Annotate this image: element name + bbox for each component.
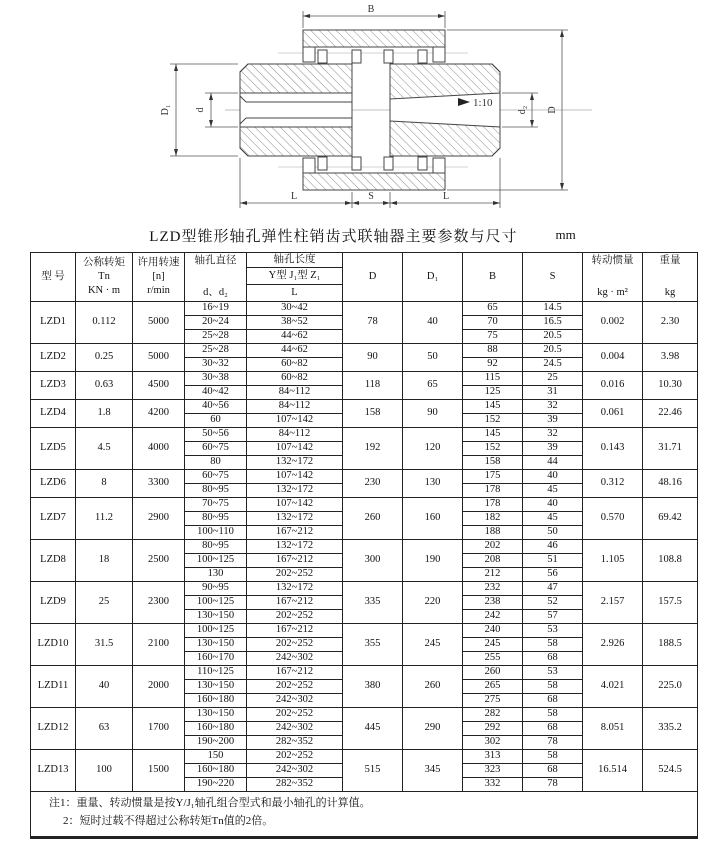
cell-dim-D1: 50 <box>403 344 463 372</box>
cell-hole-length: 107~142 <box>247 470 343 484</box>
cell-dim-S: 32 <box>523 400 583 414</box>
cell-hole-length: 167~212 <box>247 624 343 638</box>
cell-dim-B: 175 <box>463 470 523 484</box>
cell-dim-S: 57 <box>523 610 583 624</box>
cell-dim-S: 53 <box>523 624 583 638</box>
cell-dim-B: 182 <box>463 512 523 526</box>
cell-weight: 2.30 <box>643 302 698 344</box>
cell-model: LZD4 <box>31 400 76 428</box>
cell-dim-B: 302 <box>463 736 523 750</box>
cell-dim-D: 158 <box>343 400 403 428</box>
dim-D-label: D <box>547 106 558 114</box>
cell-model: LZD9 <box>31 582 76 624</box>
cell-hole-length: 30~42 <box>247 302 343 316</box>
cell-inertia: 0.004 <box>583 344 643 372</box>
cell-dim-S: 45 <box>523 512 583 526</box>
cell-speed: 5000 <box>133 344 185 372</box>
cell-weight: 22.46 <box>643 400 698 428</box>
cell-dim-B: 145 <box>463 428 523 442</box>
cell-dim-B: 88 <box>463 344 523 358</box>
cell-speed: 3300 <box>133 470 185 498</box>
cell-model: LZD7 <box>31 498 76 540</box>
cell-dim-B: 265 <box>463 680 523 694</box>
cell-hole-length: 132~172 <box>247 540 343 554</box>
cell-dim-B: 323 <box>463 764 523 778</box>
cell-torque: 0.25 <box>76 344 133 372</box>
header-torque-line1: 公称转矩 <box>83 256 125 268</box>
cell-hole-length: 202~252 <box>247 568 343 582</box>
cell-bore-range: 50~56 <box>185 428 247 442</box>
cell-bore-range: 130~150 <box>185 638 247 652</box>
cell-hole-length: 242~302 <box>247 652 343 666</box>
cell-bore-range: 25~28 <box>185 330 247 344</box>
cell-model: LZD3 <box>31 372 76 400</box>
cell-dim-D1: 345 <box>403 750 463 792</box>
cell-hole-length: 38~52 <box>247 316 343 330</box>
cell-hole-length: 132~172 <box>247 582 343 596</box>
cell-dim-D: 355 <box>343 624 403 666</box>
cell-bore-range: 190~200 <box>185 736 247 750</box>
cell-speed: 1500 <box>133 750 185 792</box>
cell-dim-B: 92 <box>463 358 523 372</box>
cell-dim-D1: 65 <box>403 372 463 400</box>
cell-dim-S: 46 <box>523 540 583 554</box>
cell-hole-length: 84~112 <box>247 400 343 414</box>
dim-d2-label: d₂ <box>517 105 528 115</box>
cell-dim-S: 53 <box>523 666 583 680</box>
cell-hole-length: 282~352 <box>247 736 343 750</box>
header-inertia-line2: kg · m² <box>597 286 628 298</box>
cell-dim-S: 45 <box>523 484 583 498</box>
header-bore-length: 轴孔长度 <box>247 253 343 268</box>
cell-dim-D1: 160 <box>403 498 463 540</box>
table-row <box>31 428 698 442</box>
cell-inertia: 0.002 <box>583 302 643 344</box>
cell-dim-B: 208 <box>463 554 523 568</box>
table-header <box>31 253 698 302</box>
cell-speed: 4200 <box>133 400 185 428</box>
cell-hole-length: 167~212 <box>247 526 343 540</box>
unit-label: mm <box>555 227 576 242</box>
cell-bore-range: 30~38 <box>185 372 247 386</box>
cell-bore-range: 160~180 <box>185 722 247 736</box>
cell-dim-S: 51 <box>523 554 583 568</box>
cell-dim-B: 212 <box>463 568 523 582</box>
cell-weight: 10.30 <box>643 372 698 400</box>
table-row <box>31 400 698 414</box>
cell-bore-range: 130~150 <box>185 708 247 722</box>
cell-torque: 0.63 <box>76 372 133 400</box>
cell-inertia: 0.143 <box>583 428 643 470</box>
table-row <box>31 666 698 680</box>
cell-hole-length: 242~302 <box>247 722 343 736</box>
cell-dim-D: 118 <box>343 372 403 400</box>
cell-bore-range: 100~125 <box>185 596 247 610</box>
title-row <box>0 218 725 252</box>
cell-torque: 8 <box>76 470 133 498</box>
cell-dim-S: 58 <box>523 708 583 722</box>
cell-bore-range: 40~42 <box>185 386 247 400</box>
cell-dim-B: 115 <box>463 372 523 386</box>
header-inertia-line1: 转动惯量 <box>591 255 634 266</box>
cell-torque: 40 <box>76 666 133 708</box>
cell-torque: 1.8 <box>76 400 133 428</box>
cell-dim-B: 282 <box>463 708 523 722</box>
cell-speed: 2900 <box>133 498 185 540</box>
cell-dim-B: 202 <box>463 540 523 554</box>
cell-inertia: 0.016 <box>583 372 643 400</box>
note-2: 2：短时过载不得超过公称转矩Tn值的2倍。 <box>63 814 274 827</box>
cell-dim-B: 145 <box>463 400 523 414</box>
cell-dim-D1: 40 <box>403 302 463 344</box>
cell-bore-range: 160~180 <box>185 764 247 778</box>
header-weight <box>643 253 698 302</box>
cell-hole-length: 202~252 <box>247 680 343 694</box>
sleeve-top <box>303 30 445 63</box>
cell-dim-D: 230 <box>343 470 403 498</box>
cell-dim-B: 245 <box>463 638 523 652</box>
dim-B-label: B <box>367 4 375 15</box>
cell-hole-length: 84~112 <box>247 386 343 400</box>
cell-bore-range: 160~180 <box>185 694 247 708</box>
cell-dim-S: 20.5 <box>523 344 583 358</box>
cell-torque: 0.112 <box>76 302 133 344</box>
taper-label: 1:10 <box>473 97 493 109</box>
coupling-section-drawing <box>0 0 725 218</box>
cell-model: LZD5 <box>31 428 76 470</box>
cell-torque: 4.5 <box>76 428 133 470</box>
cell-bore-range: 190~220 <box>185 778 247 792</box>
cell-dim-S: 58 <box>523 638 583 652</box>
header-torque-line2: Tn <box>98 270 110 282</box>
cell-weight: 157.5 <box>643 582 698 624</box>
cell-dim-S: 20.5 <box>523 330 583 344</box>
page-title: LZD型锥形轴孔弹性柱销齿式联轴器主要参数与尺寸 <box>149 228 518 245</box>
header-speed-line3: r/min <box>147 285 170 297</box>
dim-d-label: d <box>195 107 206 113</box>
cell-dim-D: 300 <box>343 540 403 582</box>
cell-bore-range: 20~24 <box>185 316 247 330</box>
cell-dim-B: 152 <box>463 414 523 428</box>
cell-dim-S: 39 <box>523 414 583 428</box>
table-row <box>31 498 698 512</box>
cell-dim-B: 313 <box>463 750 523 764</box>
cell-hole-length: 242~302 <box>247 694 343 708</box>
cell-speed: 2500 <box>133 540 185 582</box>
cell-dim-S: 68 <box>523 652 583 666</box>
header-bore-length-types: Y型 J₁型 Z₁ <box>247 267 343 284</box>
cell-dim-B: 275 <box>463 694 523 708</box>
cell-model: LZD12 <box>31 708 76 750</box>
cell-dim-S: 68 <box>523 764 583 778</box>
cell-dim-B: 70 <box>463 316 523 330</box>
cell-bore-range: 110~125 <box>185 666 247 680</box>
dim-S-label: S <box>368 191 374 202</box>
cell-hole-length: 202~252 <box>247 750 343 764</box>
cell-hole-length: 167~212 <box>247 596 343 610</box>
cell-dim-S: 14.5 <box>523 302 583 316</box>
cell-torque: 63 <box>76 708 133 750</box>
cell-dim-D: 445 <box>343 708 403 750</box>
cell-bore-range: 60~75 <box>185 442 247 456</box>
cell-hole-length: 202~252 <box>247 610 343 624</box>
cell-weight: 108.8 <box>643 540 698 582</box>
cell-bore-range: 130 <box>185 568 247 582</box>
cell-hole-length: 282~352 <box>247 778 343 792</box>
header-speed-line1: 许用转速 <box>137 256 180 268</box>
cell-dim-D: 515 <box>343 750 403 792</box>
cell-dim-S: 44 <box>523 456 583 470</box>
cell-hole-length: 202~252 <box>247 708 343 722</box>
cell-hole-length: 44~62 <box>247 344 343 358</box>
cell-inertia: 0.570 <box>583 498 643 540</box>
cell-dim-S: 68 <box>523 722 583 736</box>
cell-hole-length: 132~172 <box>247 512 343 526</box>
table-row <box>31 470 698 484</box>
cell-hole-length: 84~112 <box>247 428 343 442</box>
cell-hole-length: 60~82 <box>247 372 343 386</box>
dim-D1-label: D₁ <box>160 104 171 116</box>
header-D: D <box>343 253 403 302</box>
sleeve-bottom <box>303 157 445 190</box>
cell-dim-B: 292 <box>463 722 523 736</box>
cell-inertia: 8.051 <box>583 708 643 750</box>
cell-weight: 48.16 <box>643 470 698 498</box>
cell-dim-D: 335 <box>343 582 403 624</box>
cell-hole-length: 60~82 <box>247 358 343 372</box>
cell-speed: 5000 <box>133 302 185 344</box>
header-inertia <box>583 253 643 302</box>
notes-cell <box>31 792 698 838</box>
table-row <box>31 708 698 722</box>
cell-weight: 335.2 <box>643 708 698 750</box>
cell-torque: 100 <box>76 750 133 792</box>
cell-hole-length: 132~172 <box>247 484 343 498</box>
cell-model: LZD2 <box>31 344 76 372</box>
table-row <box>31 344 698 358</box>
cell-inertia: 1.105 <box>583 540 643 582</box>
cell-bore-range: 80 <box>185 456 247 470</box>
cell-weight: 188.5 <box>643 624 698 666</box>
cell-dim-S: 78 <box>523 778 583 792</box>
cell-weight: 69.42 <box>643 498 698 540</box>
cell-model: LZD8 <box>31 540 76 582</box>
cell-speed: 4500 <box>133 372 185 400</box>
cell-dim-S: 78 <box>523 736 583 750</box>
cell-dim-S: 50 <box>523 526 583 540</box>
cell-bore-range: 40~56 <box>185 400 247 414</box>
cell-hole-length: 107~142 <box>247 442 343 456</box>
cell-speed: 2100 <box>133 624 185 666</box>
header-model: 型 号 <box>31 253 76 302</box>
cell-dim-D: 380 <box>343 666 403 708</box>
cell-dim-B: 65 <box>463 302 523 316</box>
header-bore-diameter-line1: 轴孔直径 <box>194 255 237 266</box>
table-row <box>31 302 698 316</box>
table-row <box>31 624 698 638</box>
cell-bore-range: 130~150 <box>185 610 247 624</box>
cell-bore-range: 80~95 <box>185 540 247 554</box>
cell-dim-S: 40 <box>523 498 583 512</box>
cell-hole-length: 107~142 <box>247 498 343 512</box>
cell-dim-S: 39 <box>523 442 583 456</box>
cell-dim-D1: 90 <box>403 400 463 428</box>
cell-model: LZD11 <box>31 666 76 708</box>
cell-bore-range: 80~95 <box>185 484 247 498</box>
cell-torque: 11.2 <box>76 498 133 540</box>
cell-dim-D1: 245 <box>403 624 463 666</box>
header-D1: D₁ <box>403 253 463 302</box>
coupling-drawing-svg <box>0 0 725 218</box>
cell-torque: 18 <box>76 540 133 582</box>
cell-dim-S: 31 <box>523 386 583 400</box>
cell-dim-S: 56 <box>523 568 583 582</box>
cell-dim-S: 68 <box>523 694 583 708</box>
header-torque <box>76 253 133 302</box>
cell-bore-range: 90~95 <box>185 582 247 596</box>
cell-dim-B: 238 <box>463 596 523 610</box>
cell-dim-D1: 220 <box>403 582 463 624</box>
cell-bore-range: 80~95 <box>185 512 247 526</box>
cell-bore-range: 30~32 <box>185 358 247 372</box>
cell-dim-D: 78 <box>343 302 403 344</box>
header-bore-diameter-line2: d、d₂ <box>203 286 228 298</box>
cell-inertia: 0.312 <box>583 470 643 498</box>
cell-dim-B: 188 <box>463 526 523 540</box>
cell-dim-S: 52 <box>523 596 583 610</box>
cell-dim-S: 16.5 <box>523 316 583 330</box>
cell-dim-B: 178 <box>463 484 523 498</box>
cell-dim-D1: 260 <box>403 666 463 708</box>
cell-dim-D1: 120 <box>403 428 463 470</box>
cell-dim-B: 255 <box>463 652 523 666</box>
cell-dim-S: 58 <box>523 750 583 764</box>
header-weight-line2: kg <box>664 286 676 298</box>
table-body <box>31 302 698 792</box>
cell-bore-range: 130~150 <box>185 680 247 694</box>
cell-torque: 31.5 <box>76 624 133 666</box>
cell-dim-S: 47 <box>523 582 583 596</box>
hub-left <box>240 64 352 156</box>
header-weight-line1: 重量 <box>659 255 681 266</box>
cell-inertia: 2.157 <box>583 582 643 624</box>
cell-dim-D1: 290 <box>403 708 463 750</box>
cell-speed: 2000 <box>133 666 185 708</box>
table-row <box>31 540 698 554</box>
cell-bore-range: 150 <box>185 750 247 764</box>
cell-inertia: 4.021 <box>583 666 643 708</box>
table-row <box>31 750 698 764</box>
cell-hole-length: 107~142 <box>247 414 343 428</box>
cell-dim-D: 192 <box>343 428 403 470</box>
header-S: S <box>523 253 583 302</box>
cell-model: LZD13 <box>31 750 76 792</box>
cell-inertia: 0.061 <box>583 400 643 428</box>
cell-bore-range: 25~28 <box>185 344 247 358</box>
cell-speed: 4000 <box>133 428 185 470</box>
header-bore-diameter <box>185 253 247 302</box>
table-notes <box>31 792 698 838</box>
cell-dim-S: 40 <box>523 470 583 484</box>
cell-bore-range: 100~110 <box>185 526 247 540</box>
cell-weight: 3.98 <box>643 344 698 372</box>
header-speed-line2: [n] <box>152 270 165 282</box>
cell-hole-length: 44~62 <box>247 330 343 344</box>
cell-dim-S: 58 <box>523 680 583 694</box>
parameters-table <box>30 252 698 839</box>
cell-dim-B: 232 <box>463 582 523 596</box>
header-B: B <box>463 253 523 302</box>
cell-dim-B: 240 <box>463 624 523 638</box>
header-bore-length-L: L <box>247 284 343 301</box>
cell-bore-range: 60 <box>185 414 247 428</box>
table-row <box>31 582 698 596</box>
cell-hole-length: 242~302 <box>247 764 343 778</box>
cell-weight: 524.5 <box>643 750 698 792</box>
cell-hole-length: 132~172 <box>247 456 343 470</box>
cell-dim-B: 152 <box>463 442 523 456</box>
cell-hole-length: 167~212 <box>247 666 343 680</box>
cell-bore-range: 100~125 <box>185 554 247 568</box>
hub-right <box>390 64 500 156</box>
cell-bore-range: 60~75 <box>185 470 247 484</box>
cell-hole-length: 167~212 <box>247 554 343 568</box>
cell-model: LZD6 <box>31 470 76 498</box>
cell-bore-range: 100~125 <box>185 624 247 638</box>
cell-dim-B: 260 <box>463 666 523 680</box>
note-1: 注1：重量、转动惯量是按Y/J₁轴孔组合型式和最小轴孔的计算值。 <box>49 797 371 809</box>
cell-dim-D1: 130 <box>403 470 463 498</box>
cell-dim-D1: 190 <box>403 540 463 582</box>
cell-dim-B: 332 <box>463 778 523 792</box>
cell-bore-range: 16~19 <box>185 302 247 316</box>
cell-inertia: 16.514 <box>583 750 643 792</box>
cell-hole-length: 202~252 <box>247 638 343 652</box>
cell-weight: 225.0 <box>643 666 698 708</box>
header-speed <box>133 253 185 302</box>
cell-speed: 1700 <box>133 708 185 750</box>
cell-inertia: 2.926 <box>583 624 643 666</box>
dim-L-right-label: L <box>442 191 450 202</box>
cell-dim-B: 158 <box>463 456 523 470</box>
cell-torque: 25 <box>76 582 133 624</box>
cell-dim-B: 75 <box>463 330 523 344</box>
cell-weight: 31.71 <box>643 428 698 470</box>
cell-dim-S: 32 <box>523 428 583 442</box>
table-row <box>31 372 698 386</box>
cell-bore-range: 160~170 <box>185 652 247 666</box>
cell-dim-S: 25 <box>523 372 583 386</box>
dim-L-left-label: L <box>290 191 298 202</box>
cell-dim-B: 125 <box>463 386 523 400</box>
cell-dim-S: 24.5 <box>523 358 583 372</box>
header-torque-line3: KN · m <box>87 285 121 297</box>
cell-dim-B: 178 <box>463 498 523 512</box>
cell-model: LZD10 <box>31 624 76 666</box>
cell-dim-B: 242 <box>463 610 523 624</box>
cell-speed: 2300 <box>133 582 185 624</box>
cell-model: LZD1 <box>31 302 76 344</box>
cell-dim-D: 260 <box>343 498 403 540</box>
cell-dim-D: 90 <box>343 344 403 372</box>
cell-bore-range: 70~75 <box>185 498 247 512</box>
